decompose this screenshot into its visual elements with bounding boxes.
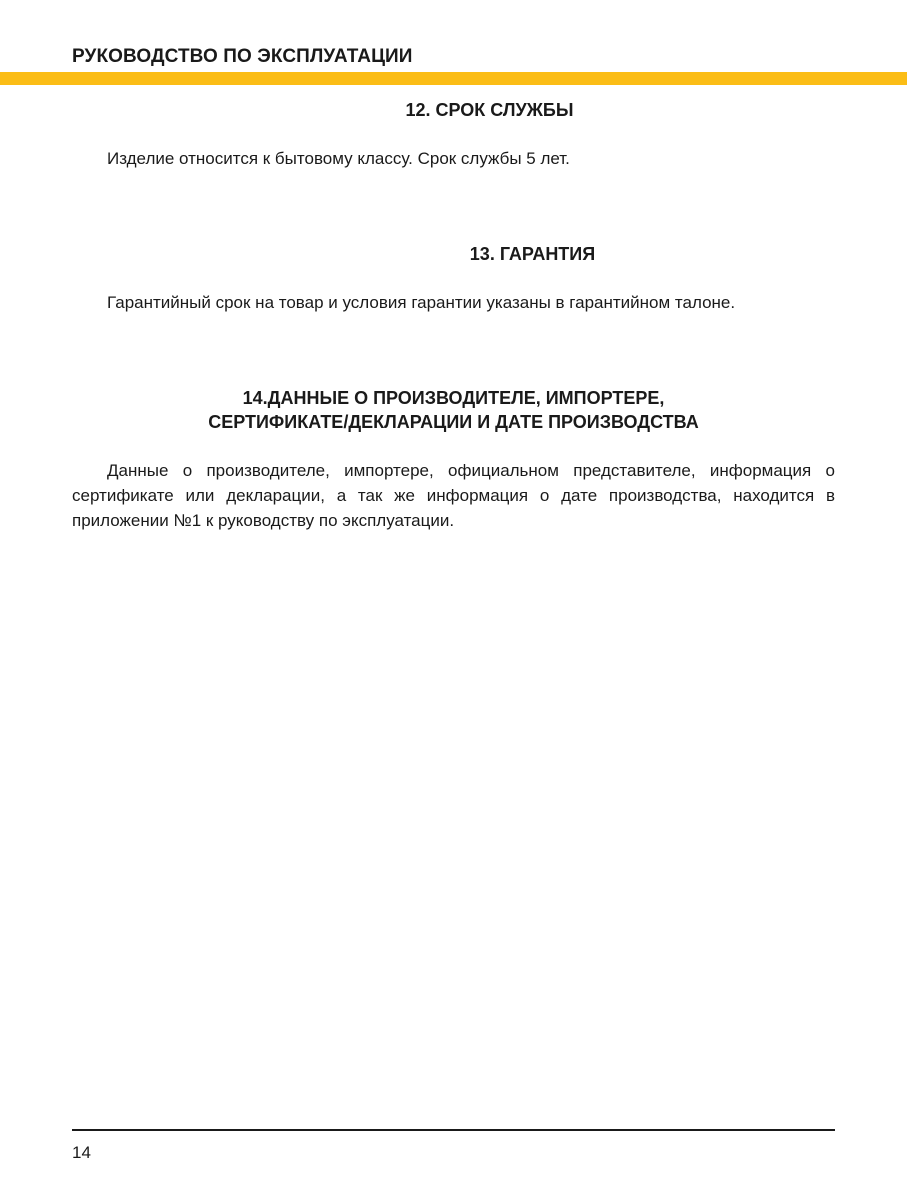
page-number: 14 [72, 1143, 91, 1162]
section-14-text: Данные о производителе, импортере, официальном представителе, информация о сертификате или декларации, а так же информация о дате производства, находится в приложении №1 к руководству по эксплуатации. [72, 461, 835, 530]
section-12-title: 12. СРОК СЛУЖБЫ [405, 100, 574, 120]
section-14-title-line-2: СЕРТИФИКАТЕ/ДЕКЛАРАЦИИ И ДАТЕ ПРОИЗВОДСТВА [208, 412, 699, 432]
section-14-title-line-1: 14.ДАННЫЕ О ПРОИЗВОДИТЕЛЕ, ИМПОРТЕРЕ, [242, 388, 665, 408]
footer-divider [72, 1129, 835, 1131]
section-14-title [72, 386, 835, 434]
section-12-text: Изделие относится к бытовому классу. Срок службы 5 лет. [107, 149, 570, 168]
header-accent-bar [0, 72, 907, 85]
section-13-title: 13. ГАРАНТИЯ [469, 244, 596, 264]
document-title: РУКОВОДСТВО ПО ЭКСПЛУАТАЦИИ [72, 46, 413, 67]
section-13-text: Гарантийный срок на товар и условия гарантии указаны в гарантийном талоне. [107, 293, 736, 312]
